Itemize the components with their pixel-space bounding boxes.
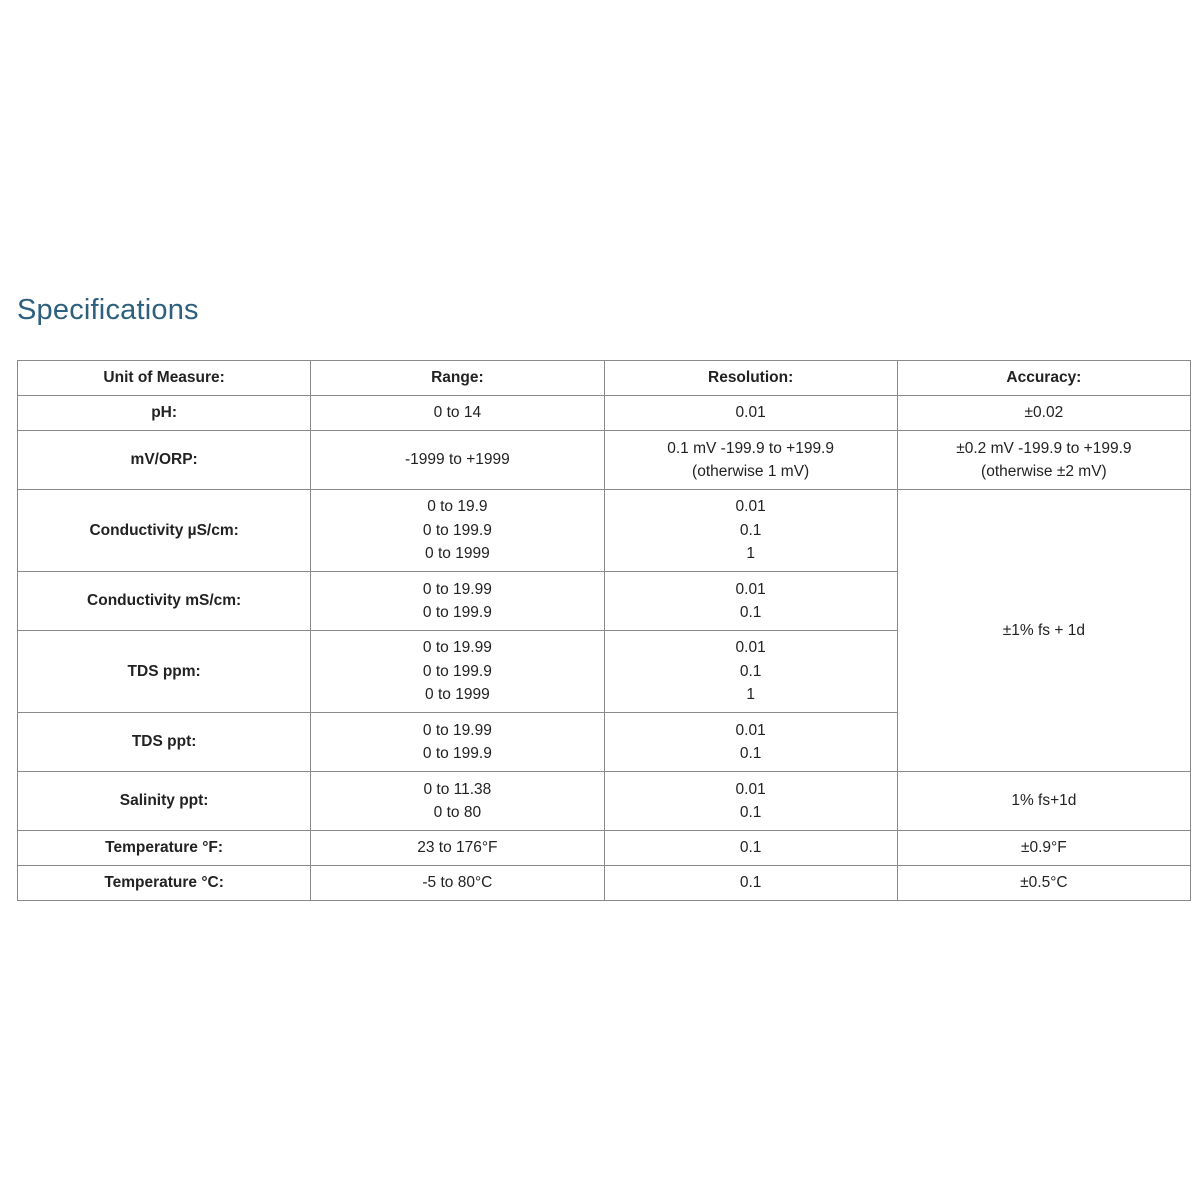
range-line: 0 to 199.9 xyxy=(422,662,492,680)
table-row xyxy=(18,772,1191,831)
range-line: 0 to 19.99 xyxy=(422,580,492,598)
accuracy-cell xyxy=(897,831,1190,866)
table-header-row xyxy=(18,361,1191,396)
resolution-line: 0.1 xyxy=(739,662,762,680)
range-line: -1999 to +1999 xyxy=(405,451,510,469)
range-line: 0 to 80 xyxy=(433,804,482,821)
range-line: 0 to 19.99 xyxy=(422,639,492,657)
accuracy-cell xyxy=(897,431,1190,490)
range-line: -5 to 80°C xyxy=(422,874,493,892)
range-cell xyxy=(311,713,604,772)
unit-cell: Temperature °C: xyxy=(18,866,311,901)
accuracy-line: ±0.9°F xyxy=(1021,839,1067,857)
resolution-line: 0.01 xyxy=(735,639,766,657)
resolution-cell xyxy=(604,713,897,772)
range-cell xyxy=(311,831,604,866)
resolution-cell xyxy=(604,396,897,431)
resolution-cell xyxy=(604,866,897,901)
resolution-cell xyxy=(604,831,897,866)
resolution-cell xyxy=(604,772,897,831)
resolution-line: 0.01 xyxy=(735,404,766,422)
range-cell xyxy=(311,572,604,631)
unit-cell: mV/ORP: xyxy=(18,431,311,490)
resolution-cell xyxy=(604,490,897,572)
accuracy-cell xyxy=(897,772,1190,831)
unit-cell: pH: xyxy=(18,396,311,431)
unit-cell: TDS ppt: xyxy=(18,713,311,772)
unit-cell: Conductivity µS/cm: xyxy=(18,490,311,572)
resolution-line: 0.01 xyxy=(735,580,766,598)
resolution-line: 0.1 mV -199.9 to +199.9 xyxy=(667,439,834,457)
resolution-line: 1 xyxy=(746,545,755,563)
accuracy-line: 1% fs+1d xyxy=(1011,792,1077,810)
range-cell xyxy=(311,490,604,572)
range-line: 0 to 199.9 xyxy=(422,604,492,621)
table-row xyxy=(18,396,1191,431)
resolution-cell xyxy=(604,431,897,490)
accuracy-line: ±0.02 xyxy=(1024,404,1064,422)
resolution-line: 0.01 xyxy=(735,780,766,798)
unit-cell: Temperature °F: xyxy=(18,831,311,866)
resolution-line: (otherwise 1 mV) xyxy=(692,463,810,480)
accuracy-line: ±0.5°C xyxy=(1020,874,1068,892)
range-line: 0 to 19.99 xyxy=(422,721,492,739)
accuracy-line: (otherwise ±2 mV) xyxy=(981,463,1107,480)
specifications-table xyxy=(17,360,1191,901)
header-range: Range: xyxy=(311,361,604,396)
accuracy-line: ±0.2 mV -199.9 to +199.9 xyxy=(956,439,1132,457)
header-resolution: Resolution: xyxy=(604,361,897,396)
header-unit: Unit of Measure: xyxy=(18,361,311,396)
merged-accuracy-cell: ±1% fs + 1d xyxy=(897,490,1190,772)
accuracy-cell xyxy=(897,396,1190,431)
header-accuracy: Accuracy: xyxy=(897,361,1190,396)
resolution-line: 1 xyxy=(746,686,755,704)
resolution-line: 0.1 xyxy=(739,839,762,857)
table-row xyxy=(18,831,1191,866)
resolution-cell xyxy=(604,631,897,713)
unit-cell: Conductivity mS/cm: xyxy=(18,572,311,631)
range-cell xyxy=(311,396,604,431)
range-cell xyxy=(311,772,604,831)
resolution-line: 0.1 xyxy=(739,521,762,539)
resolution-line: 0.01 xyxy=(735,721,766,739)
range-cell xyxy=(311,431,604,490)
resolution-line: 0.1 xyxy=(739,804,762,821)
range-line: 0 to 11.38 xyxy=(423,780,492,798)
range-line: 0 to 19.9 xyxy=(427,498,488,516)
range-line: 23 to 176°F xyxy=(417,839,498,857)
range-line: 0 to 14 xyxy=(433,404,482,422)
unit-cell: Salinity ppt: xyxy=(18,772,311,831)
resolution-line: 0.1 xyxy=(739,874,762,892)
range-line: 0 to 1999 xyxy=(425,686,490,704)
table-row xyxy=(18,866,1191,901)
resolution-cell xyxy=(604,572,897,631)
range-line: 0 to 199.9 xyxy=(422,521,492,539)
page-title: Specifications xyxy=(17,294,199,326)
unit-cell: TDS ppm: xyxy=(18,631,311,713)
range-line: 0 to 199.9 xyxy=(422,745,492,762)
resolution-line: 0.1 xyxy=(739,604,762,621)
range-line: 0 to 1999 xyxy=(425,545,490,563)
resolution-line: 0.01 xyxy=(735,498,766,516)
range-cell xyxy=(311,631,604,713)
table-row xyxy=(18,490,1191,572)
table-row xyxy=(18,431,1191,490)
accuracy-cell xyxy=(897,866,1190,901)
range-cell xyxy=(311,866,604,901)
resolution-line: 0.1 xyxy=(739,745,762,762)
